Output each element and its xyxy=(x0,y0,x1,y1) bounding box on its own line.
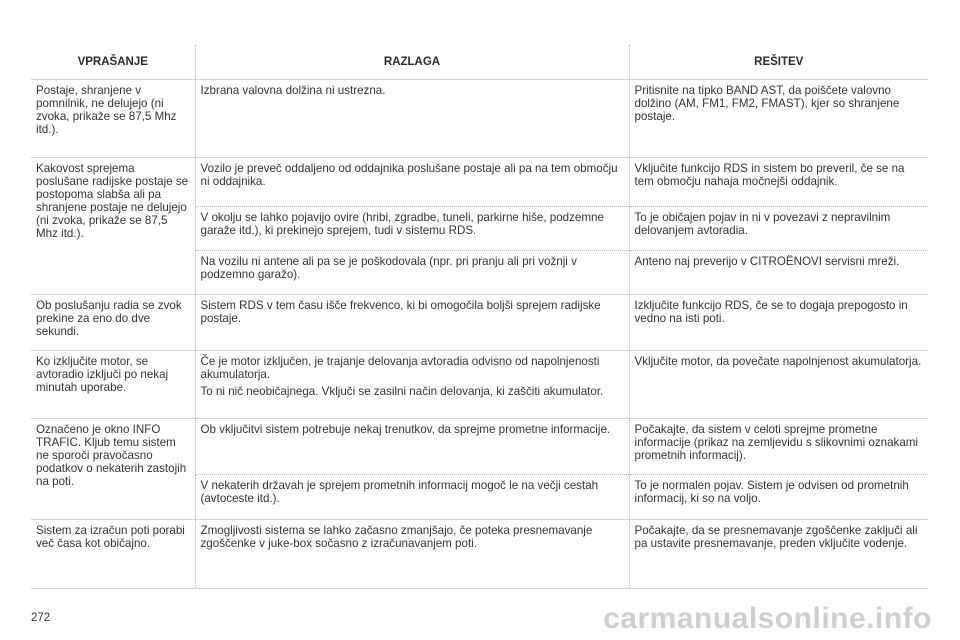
header-explanation: RAZLAGA xyxy=(195,45,629,80)
question-cell: Ob poslušanju radia se zvok prekine za eno do dve sekundi. xyxy=(31,295,195,351)
explanation-cell: Zmogljivosti sistema se lahko začasno zmanjšajo, če poteka presnemavanje zgoščenke v juke-box sočasno z izračunavanjem poti. xyxy=(195,520,629,589)
solution-cell: To je normalen pojav. Sistem je odvisen od prometnih informacij, ki so na voljo. xyxy=(629,475,928,520)
explanation-cell: Izbrana valovna dolžina ni ustrezna. xyxy=(195,80,629,158)
solution-cell: Anteno naj preverijo v CITROËNOVI servisni mreži. xyxy=(629,251,928,295)
explanation-cell: Vozilo je preveč oddaljeno od oddajnika poslušane postaje ali pa na tem območju ni oddajnika. xyxy=(195,158,629,207)
explanation-cell: Sistem RDS v tem času išče frekvenco, ki bi omogočila boljši sprejem radijske postaje. xyxy=(195,295,629,351)
solution-cell: Pritisnite na tipko BAND AST, da poiščete valovno dolžino (AM, FM1, FM2, FMAST), kjer so shranjene postaje. xyxy=(629,80,928,158)
table-row xyxy=(31,295,928,351)
question-cell: Kakovost sprejema poslušane radijske postaje se postopoma slabša ali pa shranjene postaje ne delujejo (ni zvoka, prikaže se 87,5 Mhz itd.). xyxy=(31,158,195,295)
header-solution: REŠITEV xyxy=(629,45,928,80)
question-cell: Označeno je okno INFO TRAFIC. Kljub temu sistem ne sporoči pravočasno podatkov o nekaterih zastojih na poti. xyxy=(31,419,195,520)
troubleshooting-table xyxy=(31,45,928,589)
solution-cell: Počakajte, da sistem v celoti sprejme prometne informacije (prikaz na zemljevidu s slikovnimi oznakami prometnih informacij). xyxy=(629,419,928,475)
explanation-cell xyxy=(195,351,629,419)
explanation-cell: Na vozilu ni antene ali pa se je poškodovala (npr. pri pranju ali pri vožnji v podzemno garažo). xyxy=(195,251,629,295)
question-cell: Postaje, shranjene v pomnilnik, ne delujejo (ni zvoka, prikaže se 87,5 Mhz itd.). xyxy=(31,80,195,158)
page-number: 272 xyxy=(31,612,51,624)
solution-cell: Izključite funkcijo RDS, če se to dogaja prepogosto in vedno na isti poti. xyxy=(629,295,928,351)
table-row xyxy=(31,419,928,475)
question-cell: Sistem za izračun poti porabi več časa kot običajno. xyxy=(31,520,195,589)
question-cell: Ko izključite motor, se avtoradio izključi po nekaj minutah uporabe. xyxy=(31,351,195,419)
explanation-cell: Ob vključitvi sistem potrebuje nekaj trenutkov, da sprejme prometne informacije. xyxy=(195,419,629,475)
table-row xyxy=(31,520,928,589)
solution-cell: To je običajen pojav in ni v povezavi z nepravilnim delovanjem avtoradia. xyxy=(629,207,928,251)
table-row xyxy=(31,351,928,419)
explanation-paragraph: To ni nič neobičajnega. Vključi se zasilni način delovanja, ki zaščiti akumulator. xyxy=(200,385,604,398)
explanation-cell: V nekaterih državah je sprejem prometnih informacij mogoč le na večji cestah (avtoceste itd.). xyxy=(195,475,629,520)
table-row xyxy=(31,80,928,158)
solution-cell: Počakajte, da se presnemavanje zgoščenke zaključi ali pa ustavite presnemavanje, preden vključite vodenje. xyxy=(629,520,928,589)
watermark: carmanualsonline.info xyxy=(603,602,932,635)
header-question: VPRAŠANJE xyxy=(77,55,148,68)
table-header-row xyxy=(31,45,928,80)
solution-cell: Vključite funkcijo RDS in sistem bo preveril, če se na tem območju nahaja močnejši oddajnik. xyxy=(629,158,928,207)
explanation-paragraph: Če je motor izključen, je trajanje delovanja avtoradia odvisno od napolnjenosti akumulatorja. xyxy=(200,355,600,381)
explanation-cell: V okolju se lahko pojavijo ovire (hribi, zgradbe, tuneli, parkirne hiše, podzemne garaže itd.), ki prekinejo sprejem, tudi v sistemu RDS. xyxy=(195,207,629,251)
table-row xyxy=(31,158,928,207)
solution-cell: Vključite motor, da povečate napolnjenost akumulatorja. xyxy=(629,351,928,419)
